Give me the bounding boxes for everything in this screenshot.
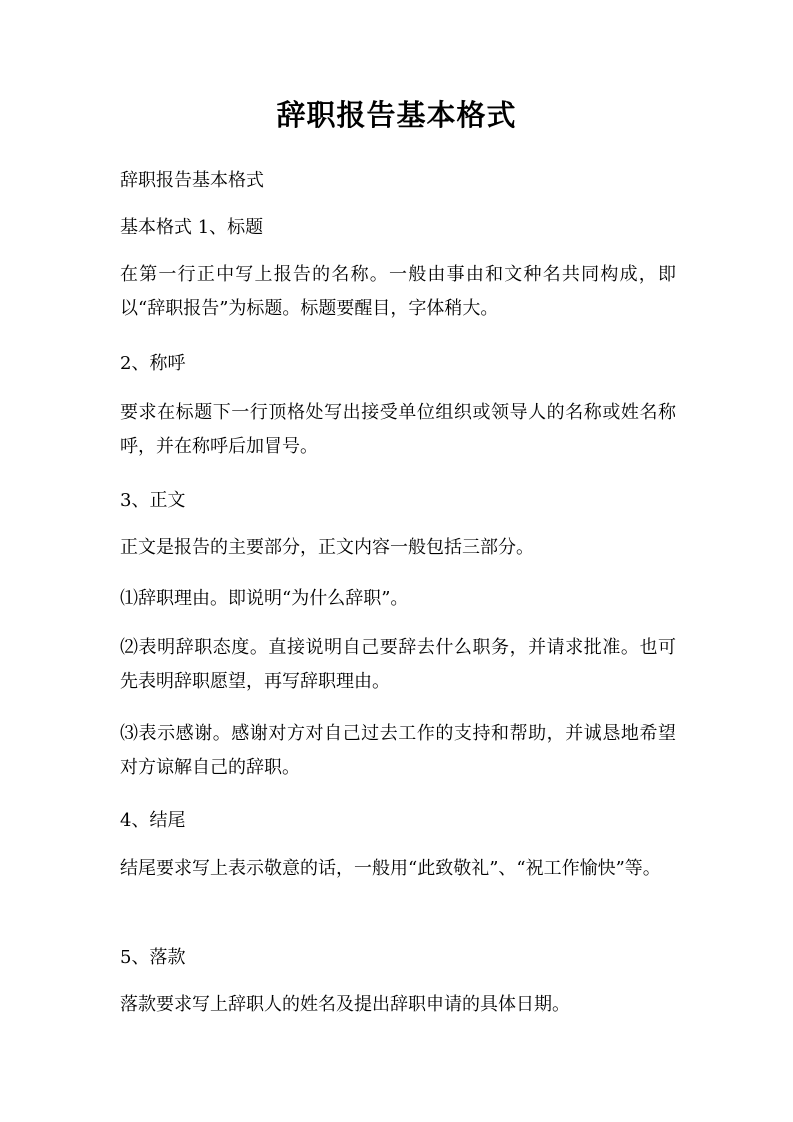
- paragraph-signature-description: 落款要求写上辞职人的姓名及提出辞职申请的具体日期。: [120, 994, 570, 1015]
- section-heading-ending: 4、结尾: [120, 810, 186, 831]
- list-item-attitude: ⑵表明辞职态度。直接说明自己要辞去什么职务，并请求批准。也可先表明辞职愿望，再写辞职理由。: [120, 637, 676, 692]
- section-heading-body: 3、正文: [120, 490, 186, 511]
- section-heading-salutation: 2、称呼: [120, 353, 186, 374]
- section-heading-signature: 5、落款: [120, 947, 186, 968]
- paragraph-title-description: 在第一行正中写上报告的名称。一般由事由和文种名共同构成，即以“辞职报告”为标题。标题要醒目，字体稍大。: [120, 264, 676, 319]
- list-item-reason: ⑴辞职理由。即说明“为什么辞职”。: [120, 588, 409, 609]
- paragraph-body-description: 正文是报告的主要部分，正文内容一般包括三部分。: [120, 537, 534, 558]
- paragraph-ending-description: 结尾要求写上表示敬意的话，一般用“此致敬礼”、“祝工作愉快”等。: [120, 858, 661, 879]
- list-item-thanks: ⑶表示感谢。感谢对方对自己过去工作的支持和帮助，并诚恳地希望对方谅解自己的辞职。: [120, 723, 676, 778]
- section-heading-title: 基本格式 1、标题: [120, 217, 264, 238]
- document-title: 辞职报告基本格式: [276, 98, 517, 132]
- paragraph-heading: 辞职报告基本格式: [120, 170, 264, 191]
- paragraph-salutation-description: 要求在标题下一行顶格处写出接受单位组织或领导人的名称或姓名称呼，并在称呼后加冒号。: [120, 402, 676, 457]
